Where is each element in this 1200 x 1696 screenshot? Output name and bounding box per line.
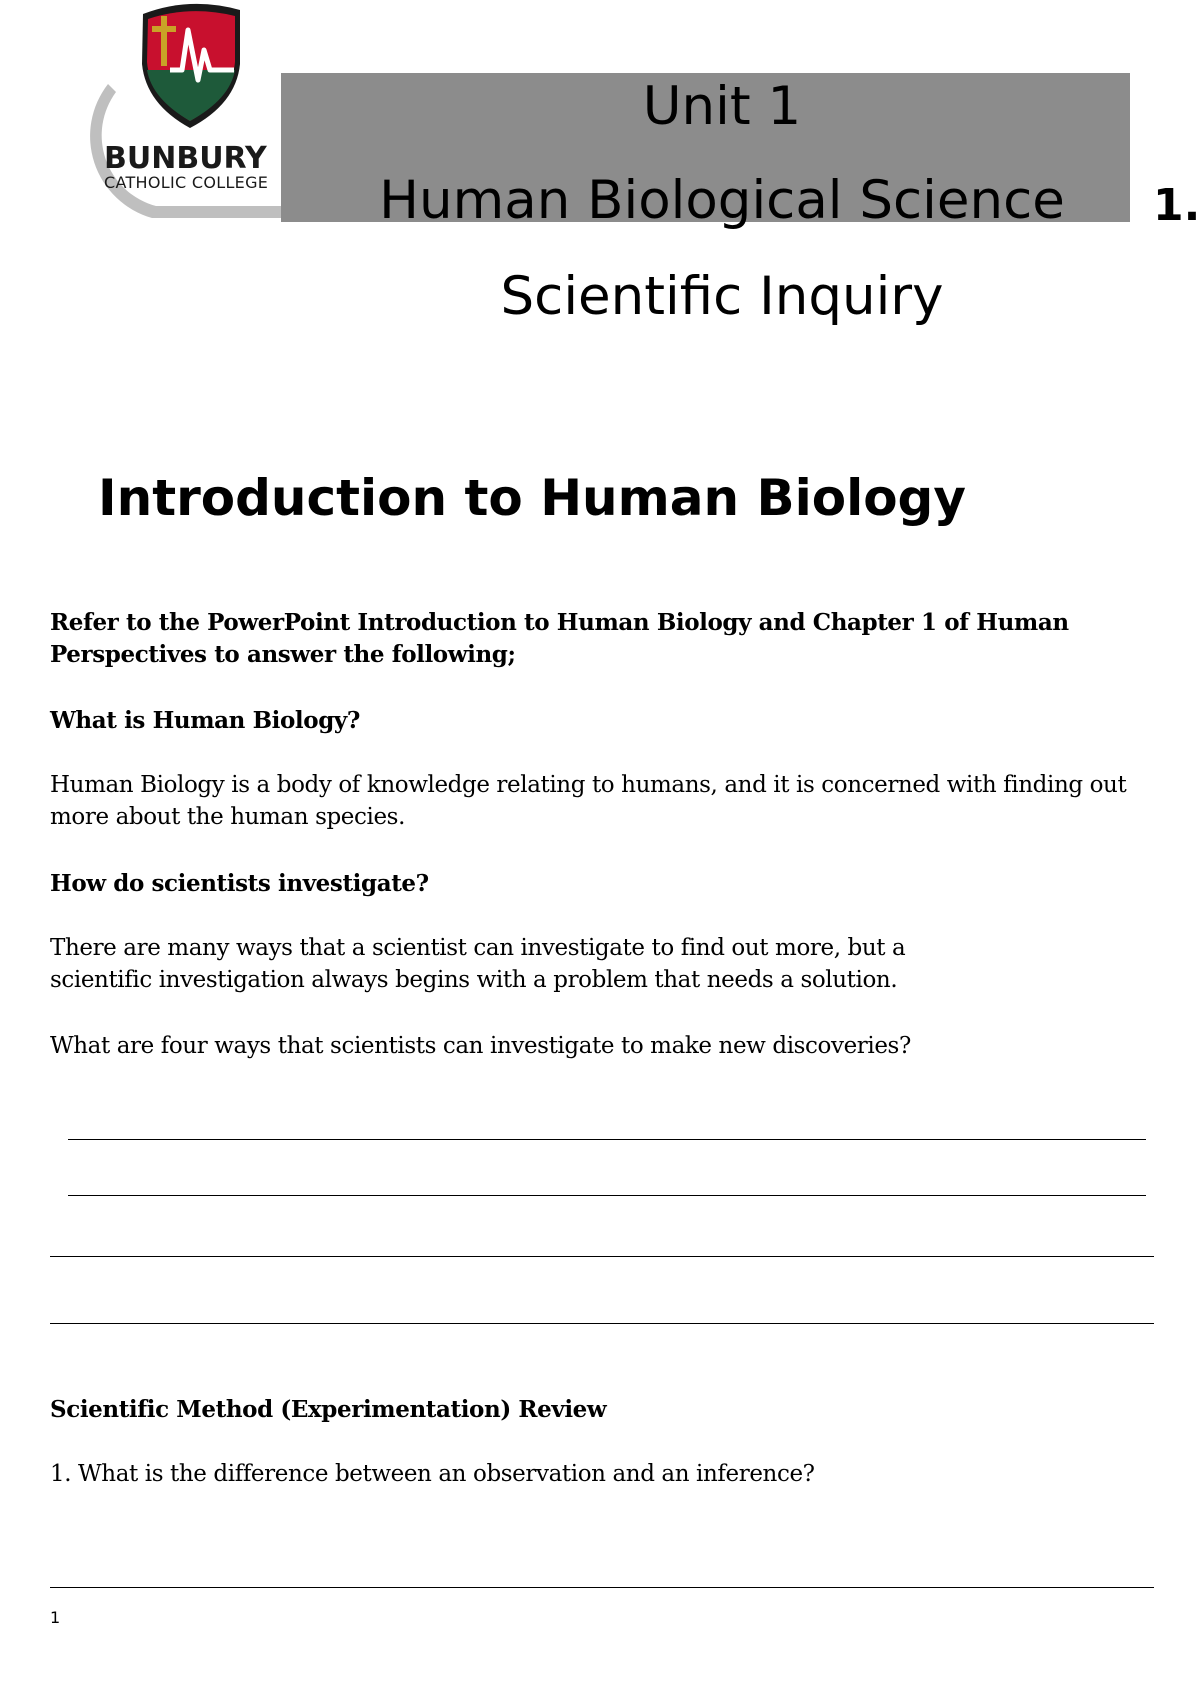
unit-title: Unit 1 <box>642 76 802 137</box>
section-number: 1. <box>1153 180 1200 231</box>
review-question-1: 1. What is the difference between an observation and an inference? <box>50 1461 815 1487</box>
answer-what-is-human-biology: Human Biology is a body of knowledge relating to humans, and it is concerned with finding out more about the human species. <box>50 772 1127 830</box>
answer-line[interactable] <box>50 1256 1154 1257</box>
logo-cross-vertical <box>161 16 167 66</box>
answer-line[interactable] <box>50 1587 1154 1588</box>
logo-shield-green <box>147 70 235 121</box>
question-how-investigate: How do scientists investigate? <box>50 870 429 897</box>
question-four-ways: What are four ways that scientists can investigate to make new discoveries? <box>50 1033 911 1059</box>
answer-line[interactable] <box>68 1195 1146 1196</box>
college-logo <box>70 0 285 225</box>
answer-how-investigate: There are many ways that a scientist can investigate to find out more, but a scientific investigation always begins with a problem that needs a solution. <box>50 935 906 993</box>
question-what-is-human-biology: What is Human Biology? <box>50 707 360 734</box>
instructions: Refer to the PowerPoint Introduction to Human Biology and Chapter 1 of Human Perspectives to answer the following; <box>50 609 1069 668</box>
answer-line[interactable] <box>50 1323 1154 1324</box>
svg-text:BUNBURY: BUNBURY <box>104 141 267 176</box>
page-number: 1 <box>50 1608 61 1627</box>
review-heading: Scientific Method (Experimentation) Review <box>50 1396 607 1423</box>
subject-title: Human Biological Science <box>379 170 1065 231</box>
main-heading: Introduction to Human Biology <box>98 469 966 527</box>
logo-cross-horizontal <box>152 26 176 32</box>
svg-text:CATHOLIC COLLEGE: CATHOLIC COLLEGE <box>104 173 269 192</box>
topic-title: Scientific Inquiry <box>500 266 944 327</box>
answer-line[interactable] <box>68 1139 1146 1140</box>
